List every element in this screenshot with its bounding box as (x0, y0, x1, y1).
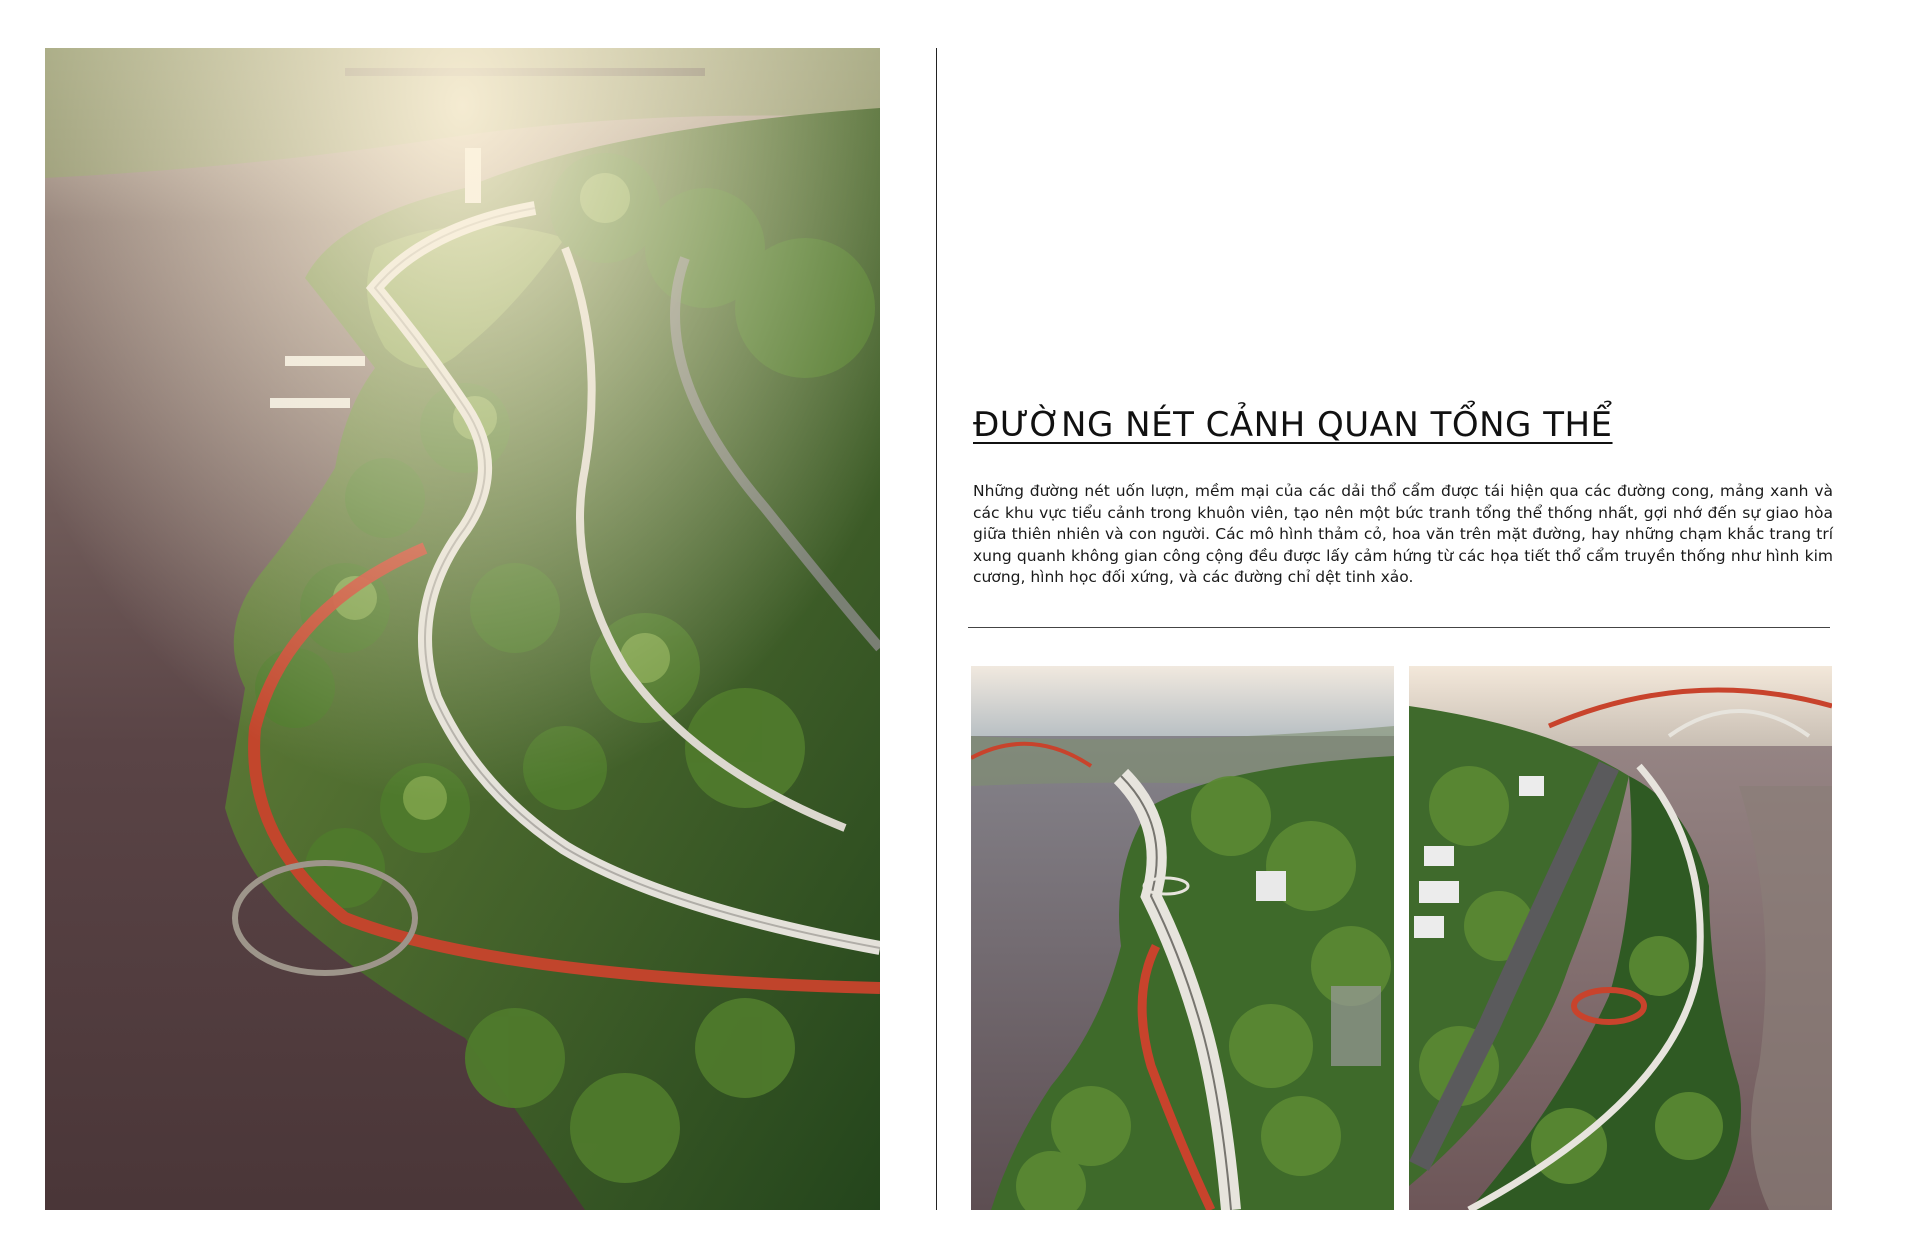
vertical-divider (936, 48, 937, 1210)
aerial-riverside-park-image (45, 48, 880, 1210)
horizontal-divider (968, 627, 1830, 628)
page-title: ĐƯỜNG NÉT CẢNH QUAN TỔNG THỂ (973, 405, 1613, 445)
aerial-road-walkway-image-right (1409, 666, 1832, 1210)
aerial-walkway-image-left (971, 666, 1394, 1210)
description-paragraph: Những đường nét uốn lượn, mềm mại của các dải thổ cẩm được tái hiện qua các đường cong, mảng xanh và các khu vực tiểu cảnh trong khuôn viên, tạo nên một bức tranh tổng thể thống nhất, gợi nhớ đến sự giao hòa giữa thiên nhiên và con người. Các mô hình thảm cỏ, hoa văn trên mặt đường, hay những chạm khắc trang trí xung quanh không gian công cộng đều được lấy cảm hứng từ các họa tiết thổ cẩm truyền thống như hình kim cương, hình học đối xứng, và các đường chỉ dệt tinh xảo. (973, 482, 1833, 586)
aerial-render-thumbnail-right (1409, 666, 1832, 1210)
aerial-render-thumbnail-left (971, 666, 1394, 1210)
main-aerial-render (45, 48, 880, 1210)
